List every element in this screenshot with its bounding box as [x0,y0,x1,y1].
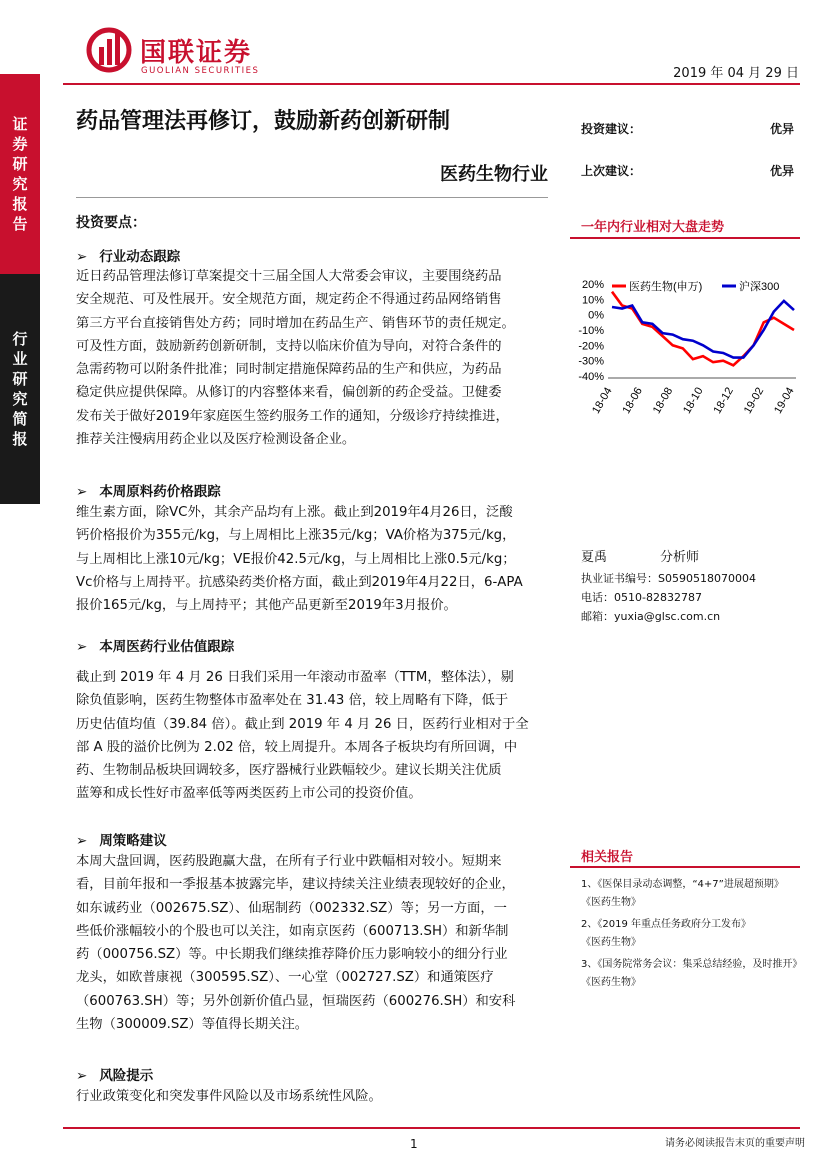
y-tick-label: -40% [578,371,604,383]
rating-current-value: 优异 [770,122,795,136]
arrow-icon: ➢ [76,639,88,655]
arrow-icon: ➢ [76,249,88,265]
x-tick-label: 18-04 [590,385,615,416]
chart-title: 一年内行业相对大盘走势 [581,220,725,235]
section-2-title-text: 本周原料药价格跟踪 [99,484,221,500]
body-line: 行业政策变化和突发事件风险以及市场系统性风险。 [76,1089,382,1104]
cert-label: 执业证书编号： [581,572,658,585]
sidebar-top-band [0,74,40,274]
body-line: （600763.SH）等；另外创新价值凸显，恒瑞医药（600276.SH）和安科 [76,993,516,1009]
section-2-body [76,501,546,617]
body-line: 与上周相比上涨10元/kg；VE报价42.5元/kg，与上周相比上涨0.5元/kg； [76,551,516,567]
sidebar-middle-text [12,329,28,449]
body-line: 钙价格报价为355元/kg，与上周相比上涨35元/kg；VA价格为375元/kg， [76,528,516,544]
page-title: 药品管理法再修订，鼓励新药创新研制 [76,108,451,134]
brand-name-cn: 国联证券 [140,38,253,68]
x-tick-label: 18-12 [711,385,736,416]
body-line: 发布关于做好2019年家庭医生签约服务工作的通知，分级诊疗持续推进， [76,408,509,424]
sidebar-char: 行 [12,330,28,348]
body-line: 生物（300009.SZ）等值得长期关注。 [76,1017,309,1033]
analyst-cert [581,570,756,586]
cert-value: S0590518070004 [658,572,756,585]
y-tick-label: -10% [578,325,604,337]
x-tick-label: 19-02 [741,385,767,416]
section-5-title [76,1064,153,1084]
rating-prev-label: 上次建议： [581,164,642,178]
body-line: 安全规范、可及性展开。安全规范方面，规定药企不得通过药品网络销售 [76,292,502,308]
body-line: 药（000756.SZ）等。中长期我们继续推荐降价压力影响较小的细分行业 [76,947,508,963]
related-report-category: 《医药生物》 [581,897,641,908]
industry-label: 医药生物行业 [440,164,548,185]
section-1-body [76,265,546,451]
analyst-email[interactable] [581,608,720,624]
arrow-icon: ➢ [76,833,88,849]
x-tick-label: 18-06 [620,385,645,416]
header-rule [63,83,800,85]
body-line: 看，目前年报和一季报基本披露完毕，建议持续关注业绩表现较好的企业， [76,877,515,893]
y-tick-label: 20% [581,279,604,291]
related-list [581,870,801,990]
body-line: 维生素方面，除VC外，其余产品均有上涨。截止到2019年4月26日，泛酸 [76,505,513,520]
relative-performance-chart [570,270,800,430]
body-line: 第三方平台直接销售处方药；同时增加在药品生产、销售环节的责任规定。 [76,315,515,331]
email-link[interactable]: yuxia@glsc.com.cn [614,610,721,623]
section-1-title [76,245,180,265]
section-5-body [76,1085,546,1108]
rating-prev-value: 优异 [770,164,795,178]
section-4-title-text: 周策略建议 [99,833,167,849]
footer-disclaimer: 请务必阅读报告末页的重要声明 [665,1138,805,1149]
report-date: 2019 年 04 月 29 日 [673,66,799,81]
rating-current-label: 投资建议： [581,122,642,136]
section-2-title [76,480,221,500]
sidebar-char: 研 [12,370,28,388]
sidebar-top-text [12,114,28,234]
body-line: 推荐关注慢病用药企业以及医疗检测设备企业。 [76,432,356,448]
related-report-link[interactable]: 1、《医保目录动态调整，“4+7”进展超预期》 [581,879,784,890]
related-report-link[interactable]: 3、《国务院常务会议：集采总结经验，及时推开》 [581,959,803,970]
chart-title-rule [570,237,800,239]
sidebar-char: 券 [12,135,28,153]
logo-mark-icon [83,27,135,73]
section-3-title-text: 本周医药行业估值跟踪 [99,639,235,655]
legend-label: 沪深300 [739,281,780,293]
body-line: 报价165元/kg，与上周持平；其他产品更新至2019年3月报价。 [76,598,457,614]
page-number: 1 [410,1137,418,1151]
arrow-icon: ➢ [76,1068,88,1084]
x-tick-label: 18-08 [650,385,676,416]
analyst-title: 分析师 [660,550,700,565]
title-underline [76,197,548,198]
phone-value: 0510-82832787 [614,591,702,604]
related-title: 相关报告 [581,850,634,865]
section-1-title-text: 行业动态跟踪 [99,249,181,265]
sidebar-char: 简 [12,410,28,428]
y-tick-label: -30% [578,355,604,368]
body-line: 急需药物可以附条件批准；同时制定措施保障药品的生产和供应，为药品 [76,362,502,378]
brand-name-en: GUOLIAN SECURITIES [141,66,260,76]
arrow-icon: ➢ [76,484,88,500]
body-line: 些低价涨幅较小的个股也可以关注，如南京医药（600713.SH）和新华制 [76,923,509,939]
sidebar-char: 报 [12,195,28,213]
intro-heading: 投资要点： [76,215,146,231]
series-line-csi300 [612,301,794,358]
body-line: 如东诚药业（002675.SZ）、仙琚制药（002332.SZ）等；另一方面，一 [76,900,507,916]
sidebar-char: 证 [12,115,28,133]
sidebar-bottom-band [0,274,40,504]
phone-label: 电话： [581,591,614,604]
series-line-pharma [612,292,794,366]
body-line: 稳定供应提供保障。从修订的内容整体来看，偏创新的药企受益。卫健委 [76,385,502,401]
y-tick-label: -20% [578,340,604,353]
section-3-title [76,635,234,655]
analyst-name: 夏禹 [581,550,608,565]
body-line: 截止到 2019 年 4 月 26 日我们采用一年滚动市盈率（TTM，整体法），剔 [76,670,514,685]
body-line: 可及性方面，鼓励新药创新研制，支持以临床价值为导向，对符合条件的 [76,338,502,354]
section-3-body [76,666,546,806]
y-tick-label: 10% [581,294,604,307]
y-tick-label: 0% [588,309,604,322]
sidebar-char: 告 [12,215,28,233]
x-tick-label: 19-04 [772,385,797,416]
related-report-category: 《医药生物》 [581,977,641,988]
body-line: Vc价格与上周持平。抗感染药类价格方面，截止到2019年4月22日，6-APA [76,574,523,590]
related-report-category: 《医药生物》 [581,937,641,948]
body-line: 蓝筹和成长性好市盈率低等两类医药上市公司的投资价值。 [76,786,422,802]
body-line: 除负值影响，医药生物整体市盈率处在 31.43 倍，较上周略有下降，低于 [76,693,509,709]
sidebar-char: 究 [12,175,28,193]
x-tick-label: 18-10 [681,385,706,416]
body-line: 部 A 股的溢价比例为 2.02 倍，较上周提升。本周各子板块均有所回调，中 [76,739,518,755]
body-line: 龙头，如欧普康视（300595.SZ）、一心堂（002727.SZ）和通策医疗 [76,970,494,986]
section-5-title-text: 风险提示 [99,1068,154,1084]
section-4-body [76,850,546,1036]
body-line: 药、生物制品板块回调较多，医疗器械行业跌幅较少。建议长期关注优质 [76,763,502,779]
legend-label: 医药生物(申万) [629,281,703,293]
body-line: 历史估值均值（39.84 倍）。截止到 2019 年 4 月 26 日，医药行业相对于全 [76,716,529,732]
email-label: 邮箱： [581,610,614,623]
logo [83,27,135,73]
related-rule [570,866,800,868]
body-line: 近日药品管理法修订草案提交十三届全国人大常委会审议，主要围绕药品 [76,269,502,284]
sidebar-char: 研 [12,155,28,173]
sidebar-char: 报 [12,430,28,448]
related-report-link[interactable]: 2、《2019 年重点任务政府分工发布》 [581,919,751,930]
sidebar-char: 究 [12,390,28,408]
analyst-phone [581,589,702,605]
footer-rule [63,1127,800,1129]
sidebar-char: 业 [12,350,28,368]
body-line: 本周大盘回调，医药股跑赢大盘，在所有子行业中跌幅相对较小。短期来 [76,854,502,869]
section-4-title [76,829,167,849]
